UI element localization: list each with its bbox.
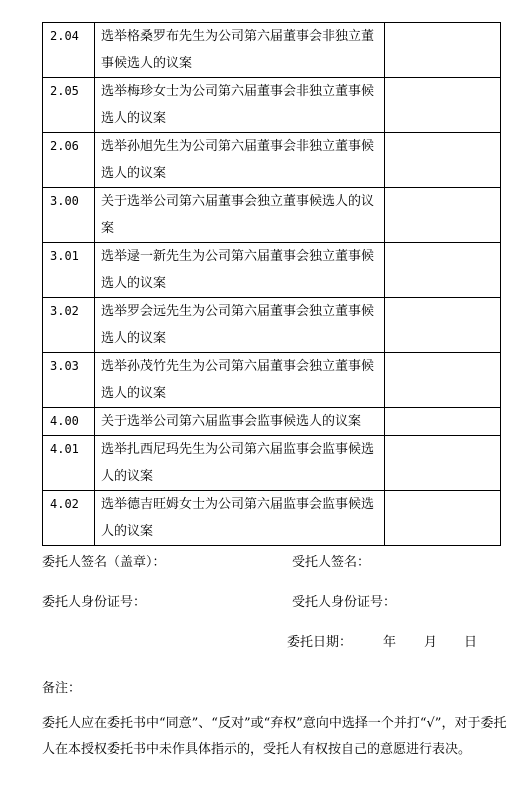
proposal-description: 选举梅珍女士为公司第六届董事会非独立董事候选人的议案: [95, 78, 385, 133]
proposal-description: 关于选举公司第六届董事会独立董事候选人的议案: [95, 188, 385, 243]
table-row: [43, 188, 501, 243]
proposal-number: 4.02: [43, 491, 95, 546]
proposal-description: 选举罗会远先生为公司第六届董事会独立董事候选人的议案: [95, 298, 385, 353]
proxy-date-label: 委托日期：: [287, 635, 353, 650]
vote-cell[interactable]: [385, 78, 501, 133]
table-row: [43, 133, 501, 188]
table-row: [43, 78, 501, 133]
proposal-description: 选举格桑罗布先生为公司第六届董事会非独立董事候选人的议案: [95, 23, 385, 78]
proposal-number: 2.06: [43, 133, 95, 188]
vote-cell[interactable]: [385, 188, 501, 243]
vote-cell[interactable]: [385, 491, 501, 546]
proposal-description: 选举扎西尼玛先生为公司第六届监事会监事候选人的议案: [95, 436, 385, 491]
proposal-number: 3.00: [43, 188, 95, 243]
proposal-description: 关于选举公司第六届监事会监事候选人的议案: [95, 408, 385, 436]
table-row: [43, 408, 501, 436]
proposal-number: 2.05: [43, 78, 95, 133]
proposal-number: 4.01: [43, 436, 95, 491]
proposal-number: 4.00: [43, 408, 95, 436]
proxy-voting-table: [42, 22, 501, 546]
date-year: 年: [383, 635, 397, 650]
vote-cell[interactable]: [385, 243, 501, 298]
agent-id-label: 受托人身份证号：: [292, 595, 397, 610]
notes-body: 委托人应在委托书中“同意”、“反对”或“弃权”意向中选择一个并打“√”，对于委托人在本授权委托书中未作具体指示的，受托人有权按自己的意愿进行表决。: [42, 716, 507, 757]
principal-signature-label: 委托人签名（盖章）：: [42, 555, 166, 570]
table-row: [43, 23, 501, 78]
date-day: 日: [464, 635, 478, 650]
vote-cell[interactable]: [385, 408, 501, 436]
notes-heading: 备注：: [42, 681, 82, 696]
proposal-number: 2.04: [43, 23, 95, 78]
agent-signature-label: 受托人签名：: [292, 555, 371, 570]
date-month: 月: [424, 635, 438, 650]
table-row: [43, 243, 501, 298]
table-row: [43, 436, 501, 491]
vote-cell[interactable]: [385, 353, 501, 408]
vote-cell[interactable]: [385, 298, 501, 353]
proposal-number: 3.01: [43, 243, 95, 298]
proposal-description: 选举孙茂竹先生为公司第六届董事会独立董事候选人的议案: [95, 353, 385, 408]
proposal-description: 选举孙旭先生为公司第六届董事会非独立董事候选人的议案: [95, 133, 385, 188]
principal-id-label: 委托人身份证号：: [42, 595, 147, 610]
table-row: [43, 298, 501, 353]
proposal-number: 3.02: [43, 298, 95, 353]
proposal-description: 选举德吉旺姆女士为公司第六届监事会监事候选人的议案: [95, 491, 385, 546]
table-row: [43, 491, 501, 546]
vote-cell[interactable]: [385, 133, 501, 188]
proposal-number: 3.03: [43, 353, 95, 408]
vote-cell[interactable]: [385, 436, 501, 491]
table-row: [43, 353, 501, 408]
proposal-description: 选举逯一新先生为公司第六届董事会独立董事候选人的议案: [95, 243, 385, 298]
vote-cell[interactable]: [385, 23, 501, 78]
